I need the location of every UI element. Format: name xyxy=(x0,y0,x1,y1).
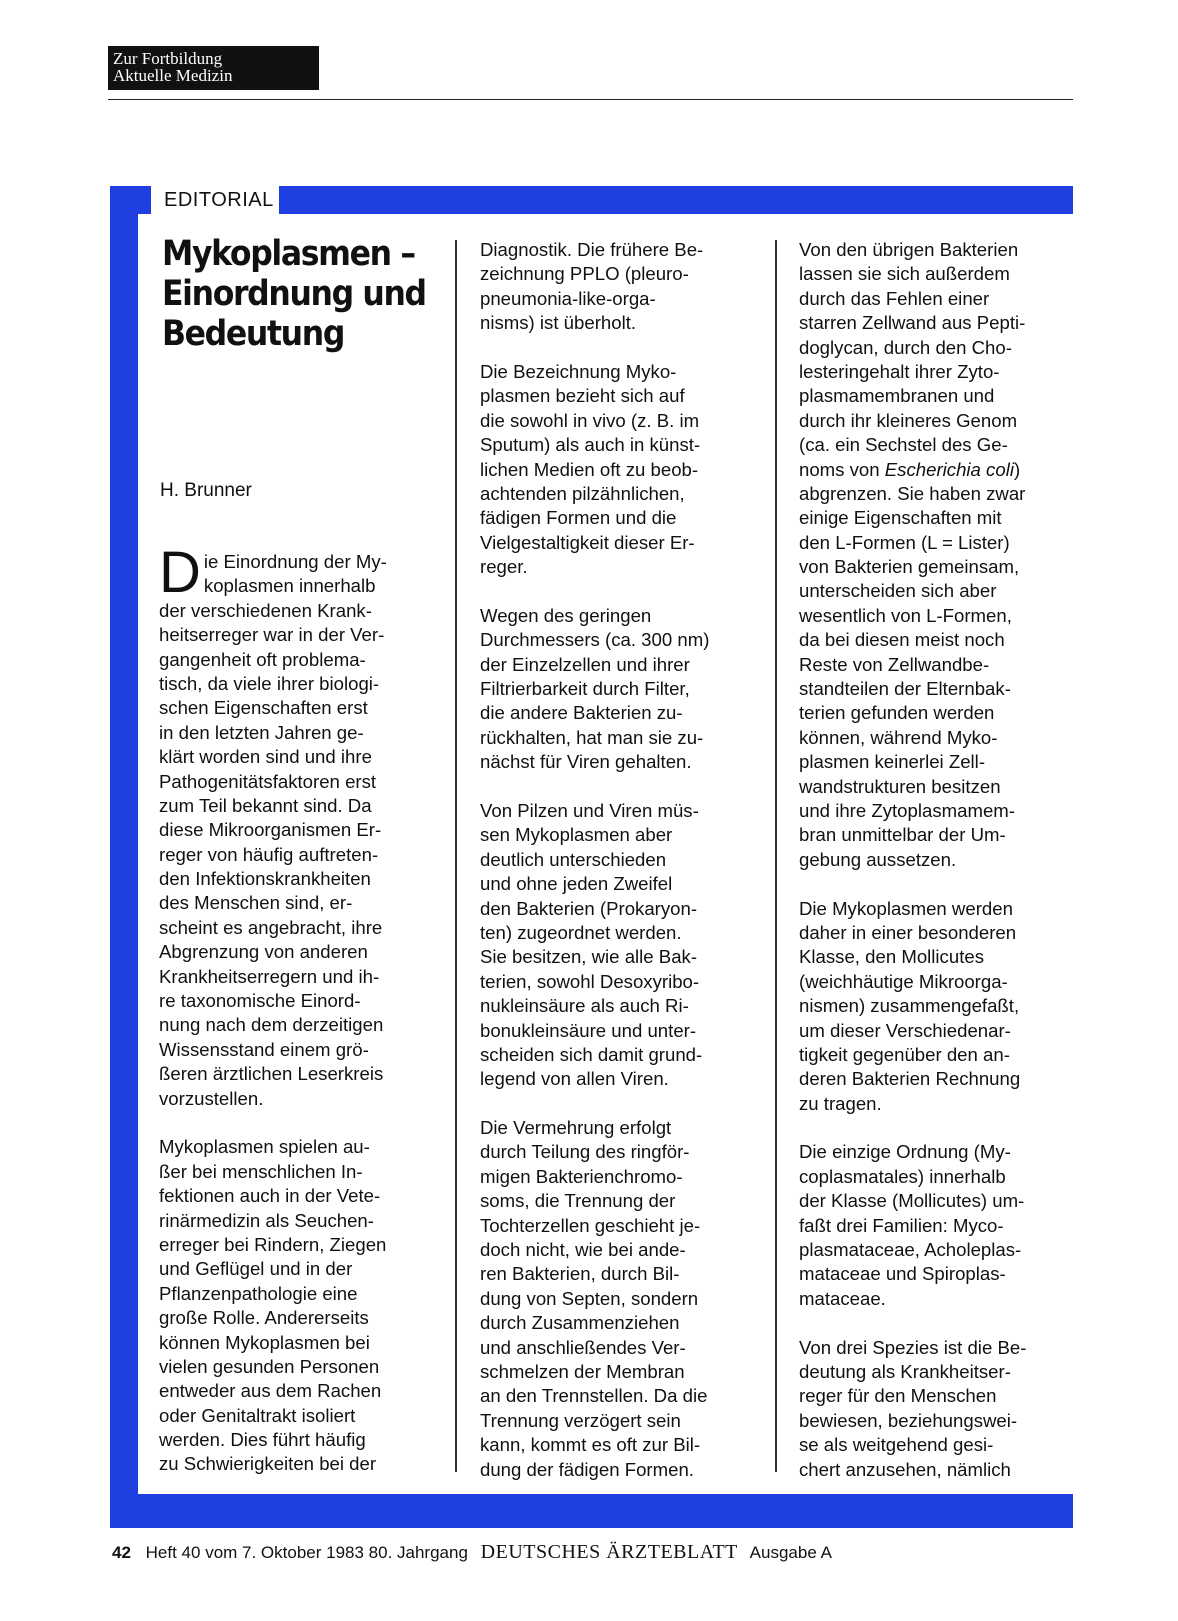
text-line: lesteringehalt ihrer Zyto- xyxy=(799,360,1000,382)
text-line: gebung aussetzen. xyxy=(799,848,957,870)
text-line: Pathogenitätsfaktoren erst xyxy=(159,770,377,792)
text-line: zu Schwierigkeiten bei der xyxy=(159,1453,377,1475)
text-line: se als weitgehend gesi- xyxy=(799,1434,994,1456)
text-line: ten) zugeordnet werden. xyxy=(480,921,682,943)
text-line: Von Pilzen und Viren müs- xyxy=(480,799,699,821)
text-line: durch ihr kleineres Genom xyxy=(799,409,1018,431)
text-column-1 xyxy=(159,540,439,1477)
frame-bottom-bar xyxy=(110,1494,1073,1528)
text-line: plasmen keinerlei Zell- xyxy=(799,751,986,773)
text-line: und Geflügel und in der xyxy=(159,1258,353,1280)
text-line: zu tragen. xyxy=(799,1092,882,1114)
text-line: Durchmessers (ca. 300 nm) xyxy=(480,629,710,651)
text-line: doglycan, durch den Cho- xyxy=(799,336,1012,358)
text-line: Wissensstand einem grö- xyxy=(159,1038,369,1060)
text-line: wandstrukturen besitzen xyxy=(799,775,1001,797)
text-line: reger für den Menschen xyxy=(799,1385,997,1407)
text-line: daher in einer besonderen xyxy=(799,921,1017,943)
text-line: Von den übrigen Bakterien xyxy=(799,239,1019,260)
text-line: Pflanzenpathologie eine xyxy=(159,1282,358,1304)
text-line: nisms) ist überholt. xyxy=(480,312,637,334)
text-line: reger von häufig auftreten- xyxy=(159,843,379,865)
text-line: Die einzige Ordnung (My- xyxy=(799,1141,1011,1163)
text-line: lichen Medien oft zu beob- xyxy=(480,458,699,480)
text-line: ren Bakterien, durch Bil- xyxy=(480,1263,680,1285)
text-line: re taxonomische Einord- xyxy=(159,990,361,1012)
text-line: der Klasse (Mollicutes) um- xyxy=(799,1190,1025,1212)
text-line: Die Vermehrung erfolgt xyxy=(480,1117,672,1139)
species-name: Escherichia coli xyxy=(884,458,1014,480)
paragraph-gap xyxy=(480,775,760,799)
text-line: Vielgestaltigkeit dieser Er- xyxy=(480,531,695,553)
text-line: Diagnostik. Die frühere Be- xyxy=(480,239,704,260)
text-line: Abgrenzung von anderen xyxy=(159,941,368,963)
text-line: abgrenzen. Sie haben zwar xyxy=(799,482,1026,504)
section-tag-line1: Zur Fortbildung xyxy=(113,49,223,68)
paragraph-gap xyxy=(480,579,760,603)
text-line: große Rolle. Andererseits xyxy=(159,1307,369,1329)
text-line: faßt drei Familien: Myco- xyxy=(799,1214,1004,1236)
editorial-tag: EDITORIAL xyxy=(151,186,279,214)
text-line: Reste von Zellwandbe- xyxy=(799,653,990,675)
text-line: chert anzusehen, nämlich xyxy=(799,1458,1011,1480)
text-line: bonukleinsäure und unter- xyxy=(480,1019,697,1041)
text-line: und anschließendes Ver- xyxy=(480,1336,686,1358)
title-line: Einordnung und xyxy=(162,274,426,314)
issue-info: Heft 40 vom 7. Oktober 1983 80. Jahrgang xyxy=(145,1543,468,1562)
text-line: schmelzen der Membran xyxy=(480,1360,685,1382)
column-rule-1 xyxy=(455,240,457,1472)
text-line: bran unmittelbar der Um- xyxy=(799,824,1006,846)
text-line: den Bakterien (Prokaryon- xyxy=(480,897,698,919)
text-column-2 xyxy=(480,238,760,1482)
text-line: Die Mykoplasmen werden xyxy=(799,897,1013,919)
text-line: dung der fädigen Formen. xyxy=(480,1458,694,1480)
text-column-3 xyxy=(799,238,1074,1482)
text-line: starren Zellwand aus Pepti- xyxy=(799,312,1026,334)
text-line: scheint es angebracht, ihre xyxy=(159,916,383,938)
text-line: rückhalten, hat man sie zu- xyxy=(480,726,704,748)
text-line: standteilen der Elternbak- xyxy=(799,678,1011,700)
text-line: werden. Dies führt häufig xyxy=(159,1429,366,1451)
text-line: ßeren ärztlichen Leserkreis xyxy=(159,1063,384,1085)
frame-left-bar xyxy=(110,186,138,1528)
text-line: (ca. ein Sechstel des Ge- xyxy=(799,434,1008,456)
text-line: soms, die Trennung der xyxy=(480,1190,676,1212)
text-line: (weichhäutige Mikroorga- xyxy=(799,970,1008,992)
section-tag xyxy=(108,46,319,90)
text-line: terien gefunden werden xyxy=(799,702,995,724)
text-line: mataceae und Spiroplas- xyxy=(799,1263,1006,1285)
text-line: entweder aus dem Rachen xyxy=(159,1380,382,1402)
text-line: nächst für Viren gehalten. xyxy=(480,751,692,773)
edition-label: Ausgabe A xyxy=(749,1543,832,1562)
text-line: pneumonia-like-orga- xyxy=(480,287,656,309)
journal-name: DEUTSCHES ÄRZTEBLATT xyxy=(480,1541,738,1563)
text-line: an den Trennstellen. Da die xyxy=(480,1385,708,1407)
text-line: einige Eigenschaften mit xyxy=(799,507,1002,529)
text-line: deren Bakterien Rechnung xyxy=(799,1068,1021,1090)
text-line: Tochterzellen geschieht je- xyxy=(480,1214,701,1236)
text-line: Trennung verzögert sein xyxy=(480,1409,681,1431)
text-line: die andere Bakterien zu- xyxy=(480,702,683,724)
text-line: nung nach dem derzeitigen xyxy=(159,1014,384,1036)
text-line: terien, sowohl Desoxyribo- xyxy=(480,970,700,992)
text-line: schen Eigenschaften erst xyxy=(159,697,368,719)
text-line: koplasmen innerhalb xyxy=(203,575,376,597)
text-line: Klasse, den Mollicutes xyxy=(799,946,984,968)
title-line: Bedeutung xyxy=(162,314,345,354)
text-line: erreger bei Rindern, Ziegen xyxy=(159,1233,387,1255)
text-line: vorzustellen. xyxy=(159,1087,264,1109)
text-line: Die Bezeichnung Myko- xyxy=(480,360,677,382)
header-rule xyxy=(108,99,1073,100)
section-tag-line2: Aktuelle Medizin xyxy=(113,66,233,85)
text-line: da bei diesen meist noch xyxy=(799,629,1005,651)
text-line: des Menschen sind, er- xyxy=(159,892,353,914)
text-line: kann, kommt es oft zur Bil- xyxy=(480,1434,701,1456)
text-line: plasmen bezieht sich auf xyxy=(480,385,685,407)
text-line: Sie besitzen, wie alle Bak- xyxy=(480,946,698,968)
text-line: in den letzten Jahren ge- xyxy=(159,721,364,743)
text-line: um dieser Verschiedenar- xyxy=(799,1019,1011,1041)
text-line: rinärmedizin als Seuchen- xyxy=(159,1209,374,1231)
paragraph-gap xyxy=(480,1092,760,1116)
text-line: ie Einordnung der My- xyxy=(203,551,387,572)
text-line: und ihre Zytoplasmamem- xyxy=(799,799,1015,821)
text-line: diese Mikroorganismen Er- xyxy=(159,819,382,841)
text-line: dung von Septen, sondern xyxy=(480,1287,699,1309)
text-line: und ohne jeden Zweifel xyxy=(480,873,673,895)
paragraph-gap xyxy=(159,1111,439,1135)
text-line: tigkeit gegenüber den an- xyxy=(799,1043,1010,1065)
text-line: durch Zusammenziehen xyxy=(480,1312,680,1334)
text-line: ßer bei menschlichen In- xyxy=(159,1160,363,1182)
text-line: tisch, da viele ihrer biologi- xyxy=(159,672,380,694)
text-line: scheiden sich damit grund- xyxy=(480,1043,703,1065)
text-line: bewiesen, beziehungswei- xyxy=(799,1409,1018,1431)
paragraph-gap xyxy=(799,1311,1074,1335)
author-name: H. Brunner xyxy=(160,480,252,501)
text-line: durch Teilung des ringför- xyxy=(480,1141,690,1163)
text-line: oder Genitaltrakt isoliert xyxy=(159,1404,356,1426)
article-title xyxy=(162,234,426,354)
text-line: Sputum) als auch in künst- xyxy=(480,434,701,456)
text-line: fädigen Formen und die xyxy=(480,507,677,529)
text-line: Mykoplasmen spielen au- xyxy=(159,1136,370,1158)
page-number: 42 xyxy=(112,1543,131,1562)
text-line: noms von Escherichia coli) xyxy=(799,458,1021,480)
text-line: vielen gesunden Personen xyxy=(159,1355,380,1377)
text-line: gangenheit oft problema- xyxy=(159,648,366,670)
text-line: plasmamembranen und xyxy=(799,385,995,407)
text-line: Von drei Spezies ist die Be- xyxy=(799,1336,1027,1358)
text-line: von Bakterien gemeinsam, xyxy=(799,556,1020,578)
drop-cap: D xyxy=(159,540,201,605)
text-line: doch nicht, wie bei ande- xyxy=(480,1239,686,1261)
text-line: wesentlich von L-Formen, xyxy=(799,604,1012,626)
text-line: der Einzelzellen und ihrer xyxy=(480,653,690,675)
text-line: unterscheiden sich aber xyxy=(799,580,997,602)
text-line: coplasmatales) innerhalb xyxy=(799,1165,1006,1187)
column-rule-2 xyxy=(775,240,777,1472)
text-line: Filtrierbarkeit durch Filter, xyxy=(480,678,690,700)
text-line: nismen) zusammengefaßt, xyxy=(799,995,1020,1017)
text-line: die sowohl in vivo (z. B. im xyxy=(480,409,700,431)
text-line: achtenden pilzähnlichen, xyxy=(480,482,685,504)
text-line: deutung als Krankheitser- xyxy=(799,1360,1011,1382)
text-line: fektionen auch in der Vete- xyxy=(159,1185,381,1207)
text-line: zeichnung PPLO (pleuro- xyxy=(480,263,689,285)
text-line: sen Mykoplasmen aber xyxy=(480,824,673,846)
text-line: Wegen des geringen xyxy=(480,604,652,626)
page-footer xyxy=(112,1541,832,1564)
text-line: plasmataceae, Acholeplas- xyxy=(799,1239,1022,1261)
text-line: können, während Myko- xyxy=(799,726,998,748)
text-line: legend von allen Viren. xyxy=(480,1068,669,1090)
text-line: migen Bakterienchromo- xyxy=(480,1165,683,1187)
text-line: durch das Fehlen einer xyxy=(799,287,990,309)
text-line: den L-Formen (L = Lister) xyxy=(799,531,1010,553)
paragraph-gap xyxy=(799,1116,1074,1140)
paragraph-gap xyxy=(799,872,1074,896)
text-line: nukleinsäure als auch Ri- xyxy=(480,995,689,1017)
text-line: deutlich unterschieden xyxy=(480,848,667,870)
text-line: klärt worden sind und ihre xyxy=(159,746,372,768)
text-line: Krankheitserregern und ih- xyxy=(159,965,380,987)
paragraph-gap xyxy=(480,336,760,360)
text-line: mataceae. xyxy=(799,1287,886,1309)
text-line: heitserreger war in der Ver- xyxy=(159,624,385,646)
text-line: den Infektionskrankheiten xyxy=(159,868,371,890)
title-line: Mykoplasmen – xyxy=(162,234,415,274)
text-line: zum Teil bekannt sind. Da xyxy=(159,794,372,816)
text-line: können Mykoplasmen bei xyxy=(159,1331,370,1353)
text-line: reger. xyxy=(480,556,528,578)
text-line: der verschiedenen Krank- xyxy=(159,599,372,621)
text-line: lassen sie sich außerdem xyxy=(799,263,1010,285)
